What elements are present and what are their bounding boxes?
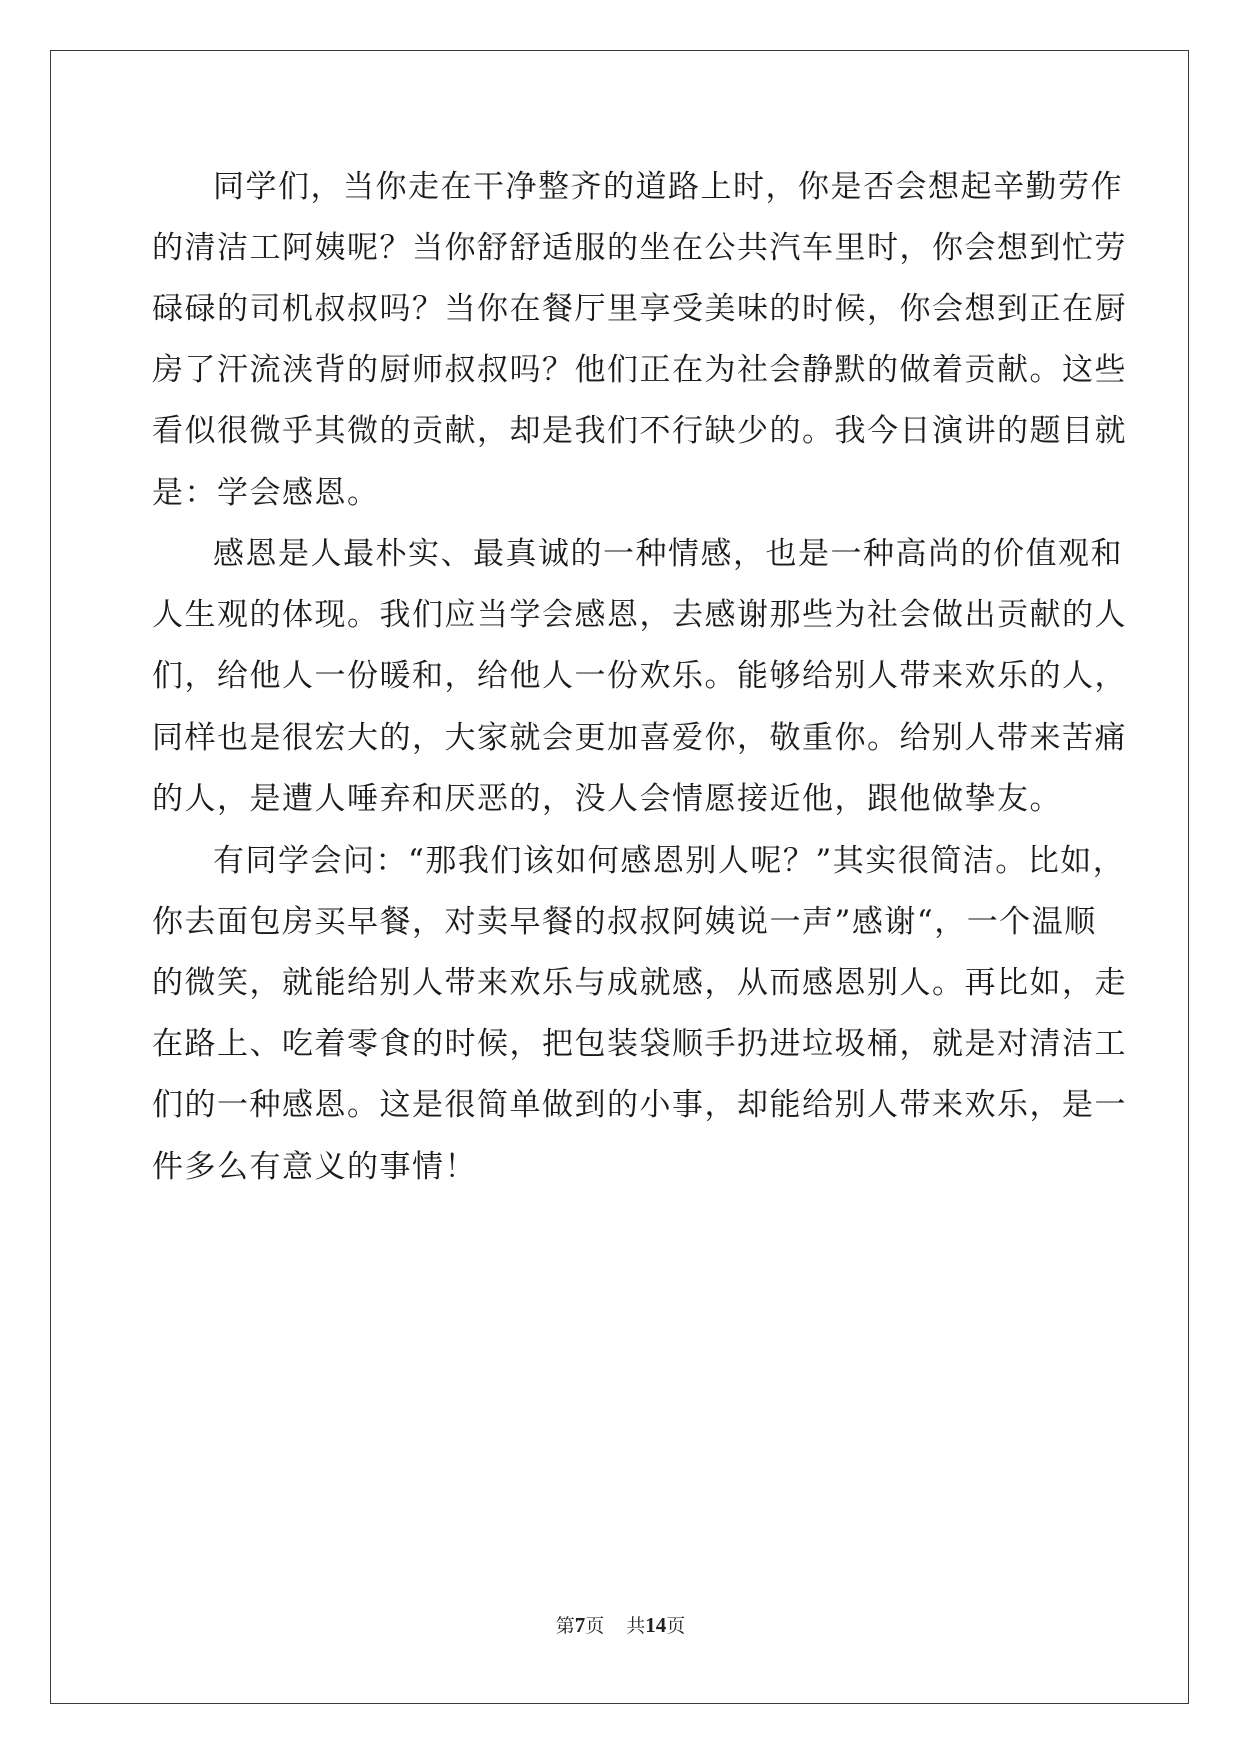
paragraph-1-line-5: 看似很微乎其微的贡献，却是我们不行缺少的。我今日演讲的题目就	[152, 413, 1127, 449]
paragraph-2-line-1: 感恩是人最朴实、最真诚的一种情感，也是一种高尚的价值观和	[213, 536, 1123, 572]
page-suffix: 页	[585, 1615, 605, 1637]
paragraph-3-line-4: 在路上、吃着零食的时候，把包装袋顺手扔进垃圾桶，就是对清洁工	[152, 1026, 1127, 1062]
total-suffix: 页	[666, 1615, 686, 1637]
paragraph-1-line-2: 的清洁工阿姨呢？当你舒舒适服的坐在公共汽车里时，你会想到忙劳	[152, 230, 1127, 266]
paragraph-1-line-4: 房了汗流浃背的厨师叔叔吗？他们正在为社会静默的做着贡献。这些	[152, 352, 1127, 388]
page-prefix: 第	[555, 1615, 575, 1637]
total-pages: 14	[645, 1613, 667, 1637]
paragraph-2-line-2: 人生观的体现。我们应当学会感恩，去感谢那些为社会做出贡献的人	[152, 597, 1127, 633]
paragraph-3-line-3: 的微笑，就能给别人带来欢乐与成就感，从而感恩别人。再比如，走	[152, 965, 1127, 1001]
paragraph-3-line-2: 你去面包房买早餐，对卖早餐的叔叔阿姨说一声”感谢“，一个温顺	[152, 904, 1097, 940]
paragraph-1-line-6: 是：学会感恩。	[152, 475, 380, 511]
paragraph-1-line-3: 碌碌的司机叔叔吗？当你在餐厅里享受美味的时候，你会想到正在厨	[152, 291, 1127, 327]
page-number: 7	[574, 1613, 586, 1637]
paragraph-3-line-6: 件多么有意义的事情！	[152, 1149, 477, 1185]
total-prefix: 共	[626, 1615, 646, 1637]
page-footer	[0, 1613, 1241, 1638]
paragraph-2-line-3: 们，给他人一份暖和，给他人一份欢乐。能够给别人带来欢乐的人，	[152, 658, 1127, 694]
paragraph-2-line-5: 的人，是遭人唾弃和厌恶的，没人会情愿接近他，跟他做挚友。	[152, 781, 1062, 817]
paragraph-2-line-4: 同样也是很宏大的，大家就会更加喜爱你，敬重你。给别人带来苦痛	[152, 720, 1127, 756]
paragraph-3-line-1: 有同学会问：“那我们该如何感恩别人呢？”其实很简洁。比如，	[213, 843, 1126, 879]
paragraph-3-line-5: 们的一种感恩。这是很简单做到的小事，却能给别人带来欢乐，是一	[152, 1087, 1127, 1123]
paragraph-1-line-1: 同学们，当你走在干净整齐的道路上时，你是否会想起辛勤劳作	[213, 169, 1123, 205]
